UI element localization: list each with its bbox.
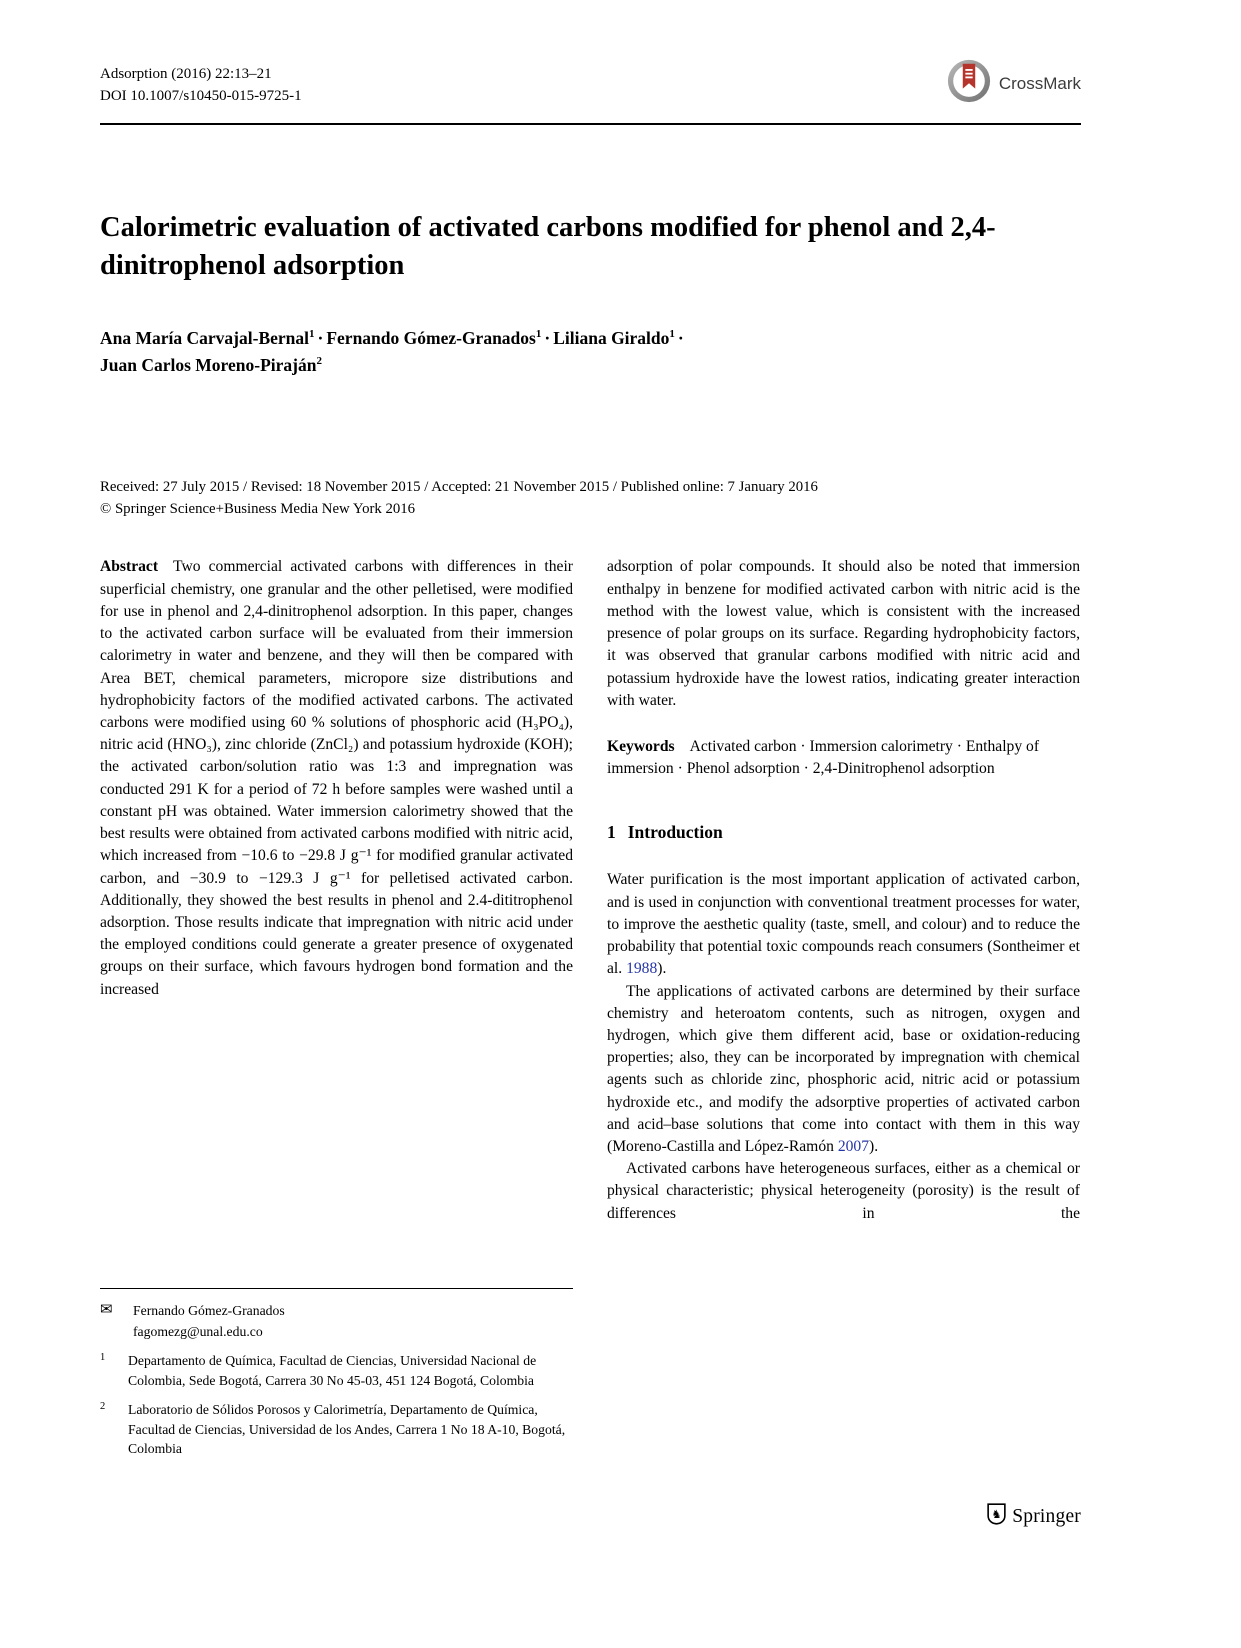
author-1 — [100, 328, 315, 348]
intro-p2-text: The applications of activated carbons are determined by their surface chemistry and heteroatom contents, such as nitrogen, oxygen and hydrogen, which give them different acid, base or oxidation-reducing properties; also, they can be incorporated by impregnation with chemical agents such as chloride zinc, phosphoric acid, nitric acid or potassium hydroxide etc., and modify the adsorptive properties of activated carbon and acid–base solutions that come into contact with them in this way (Moreno-Castilla and López-Ramón — [607, 982, 1080, 1156]
paper-title: Calorimetric evaluation of activated carbons modified for phenol and 2,4-dinitrophenol adsorption — [100, 212, 996, 281]
section-title: Introduction — [627, 822, 723, 843]
left-column-spacer — [100, 1001, 573, 1288]
author-2-affmark: 1 — [535, 327, 542, 340]
footnotes-block — [100, 1288, 573, 1458]
header-rule — [100, 123, 1081, 125]
springer-logo — [987, 1503, 1081, 1530]
author-4 — [100, 355, 322, 375]
footnote-rule — [100, 1288, 573, 1289]
crossmark-icon — [946, 58, 992, 109]
journal-reference: Adsorption (2016) 22:13–21 — [100, 66, 272, 82]
corresponding-details — [133, 1301, 285, 1341]
springer-wordmark: Springer — [1012, 1505, 1081, 1527]
intro-paragraph-1 — [607, 869, 1080, 980]
affiliation-2-number — [100, 1400, 128, 1458]
author-3 — [553, 328, 675, 348]
authors-line — [100, 325, 1081, 380]
received-line: Received: 27 July 2015 / Revised: 18 November 2015 / Accepted: 21 November 2015 / Published online: 7 January 2016 — [100, 479, 818, 496]
crossmark-badge[interactable] — [946, 58, 1081, 109]
affiliation-2 — [100, 1400, 573, 1458]
journal-meta — [100, 64, 302, 108]
affiliation-2-sup: 2 — [100, 1401, 106, 1413]
affiliation-1-sup: 1 — [100, 1352, 106, 1364]
crossmark-label: CrossMark — [998, 73, 1081, 93]
corresponding-author — [100, 1301, 573, 1341]
author-1-name: Ana María Carvajal-Bernal — [100, 327, 309, 348]
section-number: 1 — [607, 822, 616, 843]
author-2 — [326, 328, 541, 348]
keywords-block — [607, 736, 1080, 780]
author-2-name: Fernando Gómez-Granados — [326, 327, 536, 348]
intro-paragraph-3: Activated carbons have heterogeneous surfaces, either as a chemical or physical characteristic; physical heterogeneity (porosity) is the result of differences in the — [607, 1160, 1080, 1222]
abstract-part2: adsorption of polar compounds. It should also be noted that immersion enthalpy in benzene for modified activated carbon with nitric acid is the method with the lowest value, which is consistent with the increased presence of polar groups on its surface. Regarding hydrophobicity factors, it was observed that granular carbons modified with nitric acid and potassium hydroxide have the lowest ratios, indicating greater interaction with water. — [607, 558, 1080, 709]
springer-shield-icon — [987, 1503, 1006, 1530]
keywords-text: Activated carbon · Immersion calorimetry · Enthalpy of immersion · Phenol adsorption · 2,4-Dinitrophenol adsorption — [607, 737, 1040, 778]
abstract-label: Abstract — [100, 558, 159, 576]
copyright-line: © Springer Science+Business Media New York 2016 — [100, 501, 416, 518]
author-3-name: Liliana Giraldo — [553, 327, 670, 348]
page-header — [100, 64, 1081, 109]
affiliation-2-text: Laboratorio de Sólidos Porosos y Calorimetría, Departamento de Química, Facultad de Ciencias, Universidad de los Andes, Carrera 1 No 18 A-10, Bogotá, Colombia — [128, 1402, 566, 1456]
affiliation-1 — [100, 1351, 573, 1390]
abstract-text-1: Two commercial activated carbons with differences in their superficial chemistry, one granular and the other pelletised, were modified for use in phenol and 2,4-dinitrophenol adsorption. In this paper, changes to the activated carbon surface will be evaluated from their immersion calorimetry in water and benzene, and they will then be compared with Area BET, chemical parameters, micropore size distributions and hydrophobicity factors of the modified activated carbons. The activated carbons were modified using 60 % solutions of phosphoric acid (H₃PO₄), nitric acid (HNO₃), zinc chloride (ZnCl₂) and potassium hydroxide (KOH); the activated carbon/solution ratio was 1:3 and impregnation was conducted 291 K for a period of 72 h before samples were washed until a constant pH was obtained. Water immersion calorimetry showed that the best results were obtained from activated carbons modified with nitric acid, which increased from −10.6 to −29.8 J g⁻¹ for modified granular activated carbon, and −30.9 to −129.3 J g⁻¹ for pelletised activated carbon. Additionally, they showed the best results in phenol and 2.4-dititrophenol adsorption. Those results indicate that impregnation with nitric acid under the employed conditions could generate a greater presence of oxygenated groups on their surface, which favours hydrogen bond formation and the increased — [100, 558, 573, 998]
envelope-icon: ✉ — [100, 1302, 113, 1319]
author-separator: · — [677, 327, 684, 348]
citation-link-1988[interactable]: 1988 — [626, 960, 658, 978]
left-column — [100, 556, 573, 1458]
corresponding-email[interactable]: fagomezg@unal.edu.co — [133, 1323, 263, 1339]
abstract-part1 — [100, 556, 573, 1000]
citation-link-2007[interactable]: 2007 — [837, 1138, 869, 1156]
doi: DOI 10.1007/s10450-015-9725-1 — [100, 87, 302, 104]
publication-dates — [100, 476, 1081, 520]
author-3-affmark: 1 — [669, 327, 675, 340]
svg-text:♞: ♞ — [991, 1506, 1002, 1521]
author-separator: · — [317, 327, 324, 348]
author-4-affmark: 2 — [316, 355, 322, 368]
author-4-name: Juan Carlos Moreno-Piraján — [100, 355, 317, 376]
keywords-label: Keywords — [607, 737, 675, 755]
affiliation-1-text: Departamento de Química, Facultad de Ciencias, Universidad Nacional de Colombia, Sede Bogotá, Carrera 30 No 45-03, 451 124 Bogotá, Colombia — [128, 1353, 537, 1388]
author-1-affmark: 1 — [309, 327, 315, 340]
intro-paragraph-2 — [607, 981, 1080, 1159]
two-column-body — [100, 556, 1081, 1458]
corresponding-name: Fernando Gómez-Granados — [133, 1303, 285, 1319]
affiliation-1-number — [100, 1351, 128, 1390]
author-separator: · — [544, 327, 551, 348]
right-column — [607, 556, 1080, 1458]
intro-p1-text: Water purification is the most important application of activated carbon, and is used in conjunction with conventional treatment processes for water, to improve the aesthetic quality (taste, smell, and colour) and to reduce the probability that potential toxic compounds reach consumers (Sontheimer et al. — [607, 871, 1080, 978]
section-heading-introduction — [607, 822, 1080, 843]
intro-p1-close: ). — [657, 960, 667, 978]
intro-p2-close: ). — [869, 1138, 879, 1156]
